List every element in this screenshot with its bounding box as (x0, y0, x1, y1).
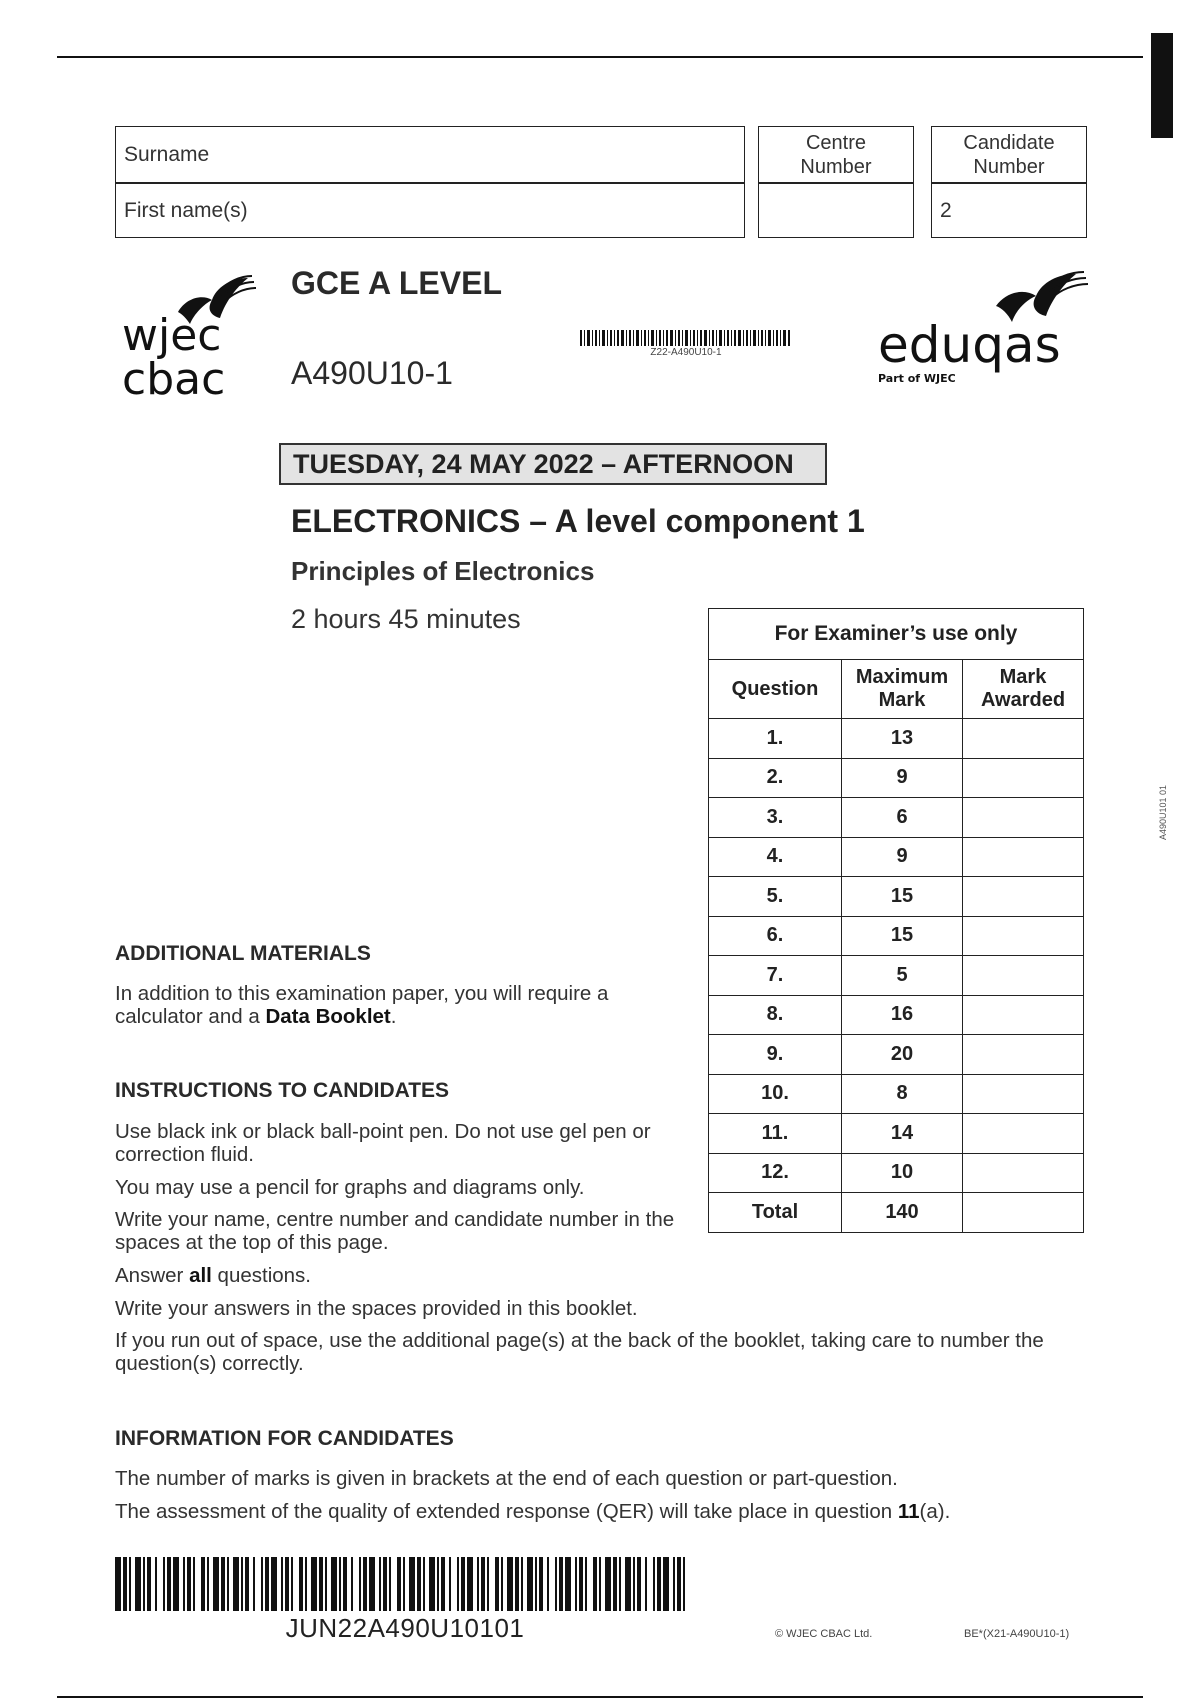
candidate-number-label: Candidate Number (963, 132, 1055, 178)
exam-date-banner: TUESDAY, 24 MAY 2022 – AFTERNOON (279, 443, 827, 485)
max-mark: 9 (842, 837, 963, 877)
max-mark: 13 (842, 719, 963, 759)
information-heading: INFORMATION FOR CANDIDATES (115, 1427, 454, 1450)
exam-subject: ELECTRONICS – A level component 1 (291, 503, 865, 539)
surname-field[interactable] (115, 126, 745, 184)
mark-awarded-cell[interactable] (963, 956, 1084, 996)
mark-awarded-cell[interactable] (963, 1153, 1084, 1193)
first-name-field[interactable] (115, 182, 745, 238)
table-row (709, 798, 1084, 838)
instruction-line-2: You may use a pencil for graphs and diagrams only. (115, 1176, 585, 1199)
mark-awarded-cell[interactable] (963, 837, 1084, 877)
question-number: 7. (709, 956, 842, 996)
top-rule (57, 56, 1143, 58)
table-row-total (709, 1193, 1084, 1233)
question-number: 2. (709, 758, 842, 798)
table-row (709, 758, 1084, 798)
information-line-2: The assessment of the quality of extended response (QER) will take place in question 11(a). (115, 1500, 951, 1523)
mark-awarded-cell[interactable] (963, 916, 1084, 956)
surname-label: Surname (124, 143, 210, 166)
side-vertical-code: A490U101 01 (1158, 785, 1168, 841)
table-row (709, 916, 1084, 956)
cbac-logo-text: cbac (122, 354, 226, 400)
candidate-number-header (931, 126, 1087, 184)
total-awarded-cell[interactable] (963, 1193, 1084, 1233)
mark-awarded-cell[interactable] (963, 758, 1084, 798)
mark-awarded-cell[interactable] (963, 995, 1084, 1035)
total-max-mark: 140 (842, 1193, 963, 1233)
centre-number-label: Centre Number (800, 132, 872, 178)
eduqas-logo-text: eduqas (878, 316, 1061, 374)
mark-awarded-cell[interactable] (963, 1114, 1084, 1154)
max-mark: 6 (842, 798, 963, 838)
column-header-question: Question (709, 660, 842, 719)
instructions-heading: INSTRUCTIONS TO CANDIDATES (115, 1079, 450, 1102)
examiner-marks-table (708, 608, 1084, 1233)
eduqas-tagline-text: Part of WJEC (878, 372, 956, 385)
first-name-label: First name(s) (124, 199, 248, 222)
mark-awarded-cell[interactable] (963, 719, 1084, 759)
exam-level: GCE A LEVEL (291, 265, 502, 301)
question-number: 10. (709, 1074, 842, 1114)
instruction-line-6: If you run out of space, use the additional page(s) at the back of the booklet, taking care to number the question(s) correctly. (115, 1329, 1044, 1375)
small-barcode-text: Z22-A490U10-1 (650, 347, 722, 358)
footer-barcode-text: JUN22A490U10101 (285, 1613, 525, 1643)
candidate-number-value: 2 (940, 199, 952, 222)
side-black-mark (1151, 33, 1173, 138)
instruction-line-3: Write your name, centre number and candidate number in the spaces at the top of this page. (115, 1208, 675, 1254)
table-row (709, 837, 1084, 877)
additional-materials-text: In addition to this examination paper, you will require a calculator and a Data Booklet. (115, 982, 609, 1028)
bottom-rule (57, 1696, 1143, 1698)
centre-number-field[interactable] (758, 182, 914, 238)
max-mark: 10 (842, 1153, 963, 1193)
max-mark: 20 (842, 1035, 963, 1075)
centre-number-header (758, 126, 914, 184)
examiner-table-title: For Examiner’s use only (709, 609, 1084, 660)
max-mark: 15 (842, 877, 963, 917)
question-number: 1. (709, 719, 842, 759)
max-mark: 8 (842, 1074, 963, 1114)
instruction-line-1: Use black ink or black ball-point pen. Do not use gel pen or correction fluid. (115, 1120, 651, 1166)
table-row (709, 719, 1084, 759)
table-row (709, 1153, 1084, 1193)
wjec-logo-text: wjec (122, 310, 222, 361)
max-mark: 16 (842, 995, 963, 1035)
max-mark: 15 (842, 916, 963, 956)
mark-awarded-cell[interactable] (963, 1035, 1084, 1075)
max-mark: 9 (842, 758, 963, 798)
exam-code: A490U10-1 (291, 355, 453, 391)
exam-duration: 2 hours 45 minutes (291, 604, 521, 634)
question-number: 3. (709, 798, 842, 838)
mark-awarded-cell[interactable] (963, 1074, 1084, 1114)
eduqas-logo (876, 270, 1096, 388)
additional-materials-heading: ADDITIONAL MATERIALS (115, 942, 371, 965)
small-barcode (580, 330, 792, 348)
copyright-text: © WJEC CBAC Ltd. (775, 1628, 873, 1640)
max-mark: 5 (842, 956, 963, 996)
question-number: 11. (709, 1114, 842, 1154)
column-header-maximum-mark: Maximum Mark (842, 660, 963, 719)
information-line-1: The number of marks is given in brackets at the end of each question or part-question. (115, 1467, 898, 1490)
table-row (709, 995, 1084, 1035)
paper-title: Principles of Electronics (291, 556, 595, 586)
question-number: 4. (709, 837, 842, 877)
question-number: 5. (709, 877, 842, 917)
question-number: 9. (709, 1035, 842, 1075)
column-header-mark-awarded: Mark Awarded (963, 660, 1084, 719)
total-label: Total (709, 1193, 842, 1233)
table-row (709, 956, 1084, 996)
question-number: 8. (709, 995, 842, 1035)
instruction-line-4: Answer all questions. (115, 1264, 312, 1287)
mark-awarded-cell[interactable] (963, 798, 1084, 838)
table-row (709, 877, 1084, 917)
candidate-number-field[interactable] (931, 182, 1087, 238)
max-mark: 14 (842, 1114, 963, 1154)
table-row (709, 1035, 1084, 1075)
table-row (709, 1114, 1084, 1154)
table-row (709, 1074, 1084, 1114)
footer-barcode (115, 1557, 695, 1613)
question-number: 6. (709, 916, 842, 956)
instruction-line-5: Write your answers in the spaces provided in this booklet. (115, 1297, 638, 1320)
wjec-cbac-logo (120, 270, 260, 400)
mark-awarded-cell[interactable] (963, 877, 1084, 917)
question-number: 12. (709, 1153, 842, 1193)
reference-code: BE*(X21-A490U10-1) (964, 1628, 1070, 1640)
